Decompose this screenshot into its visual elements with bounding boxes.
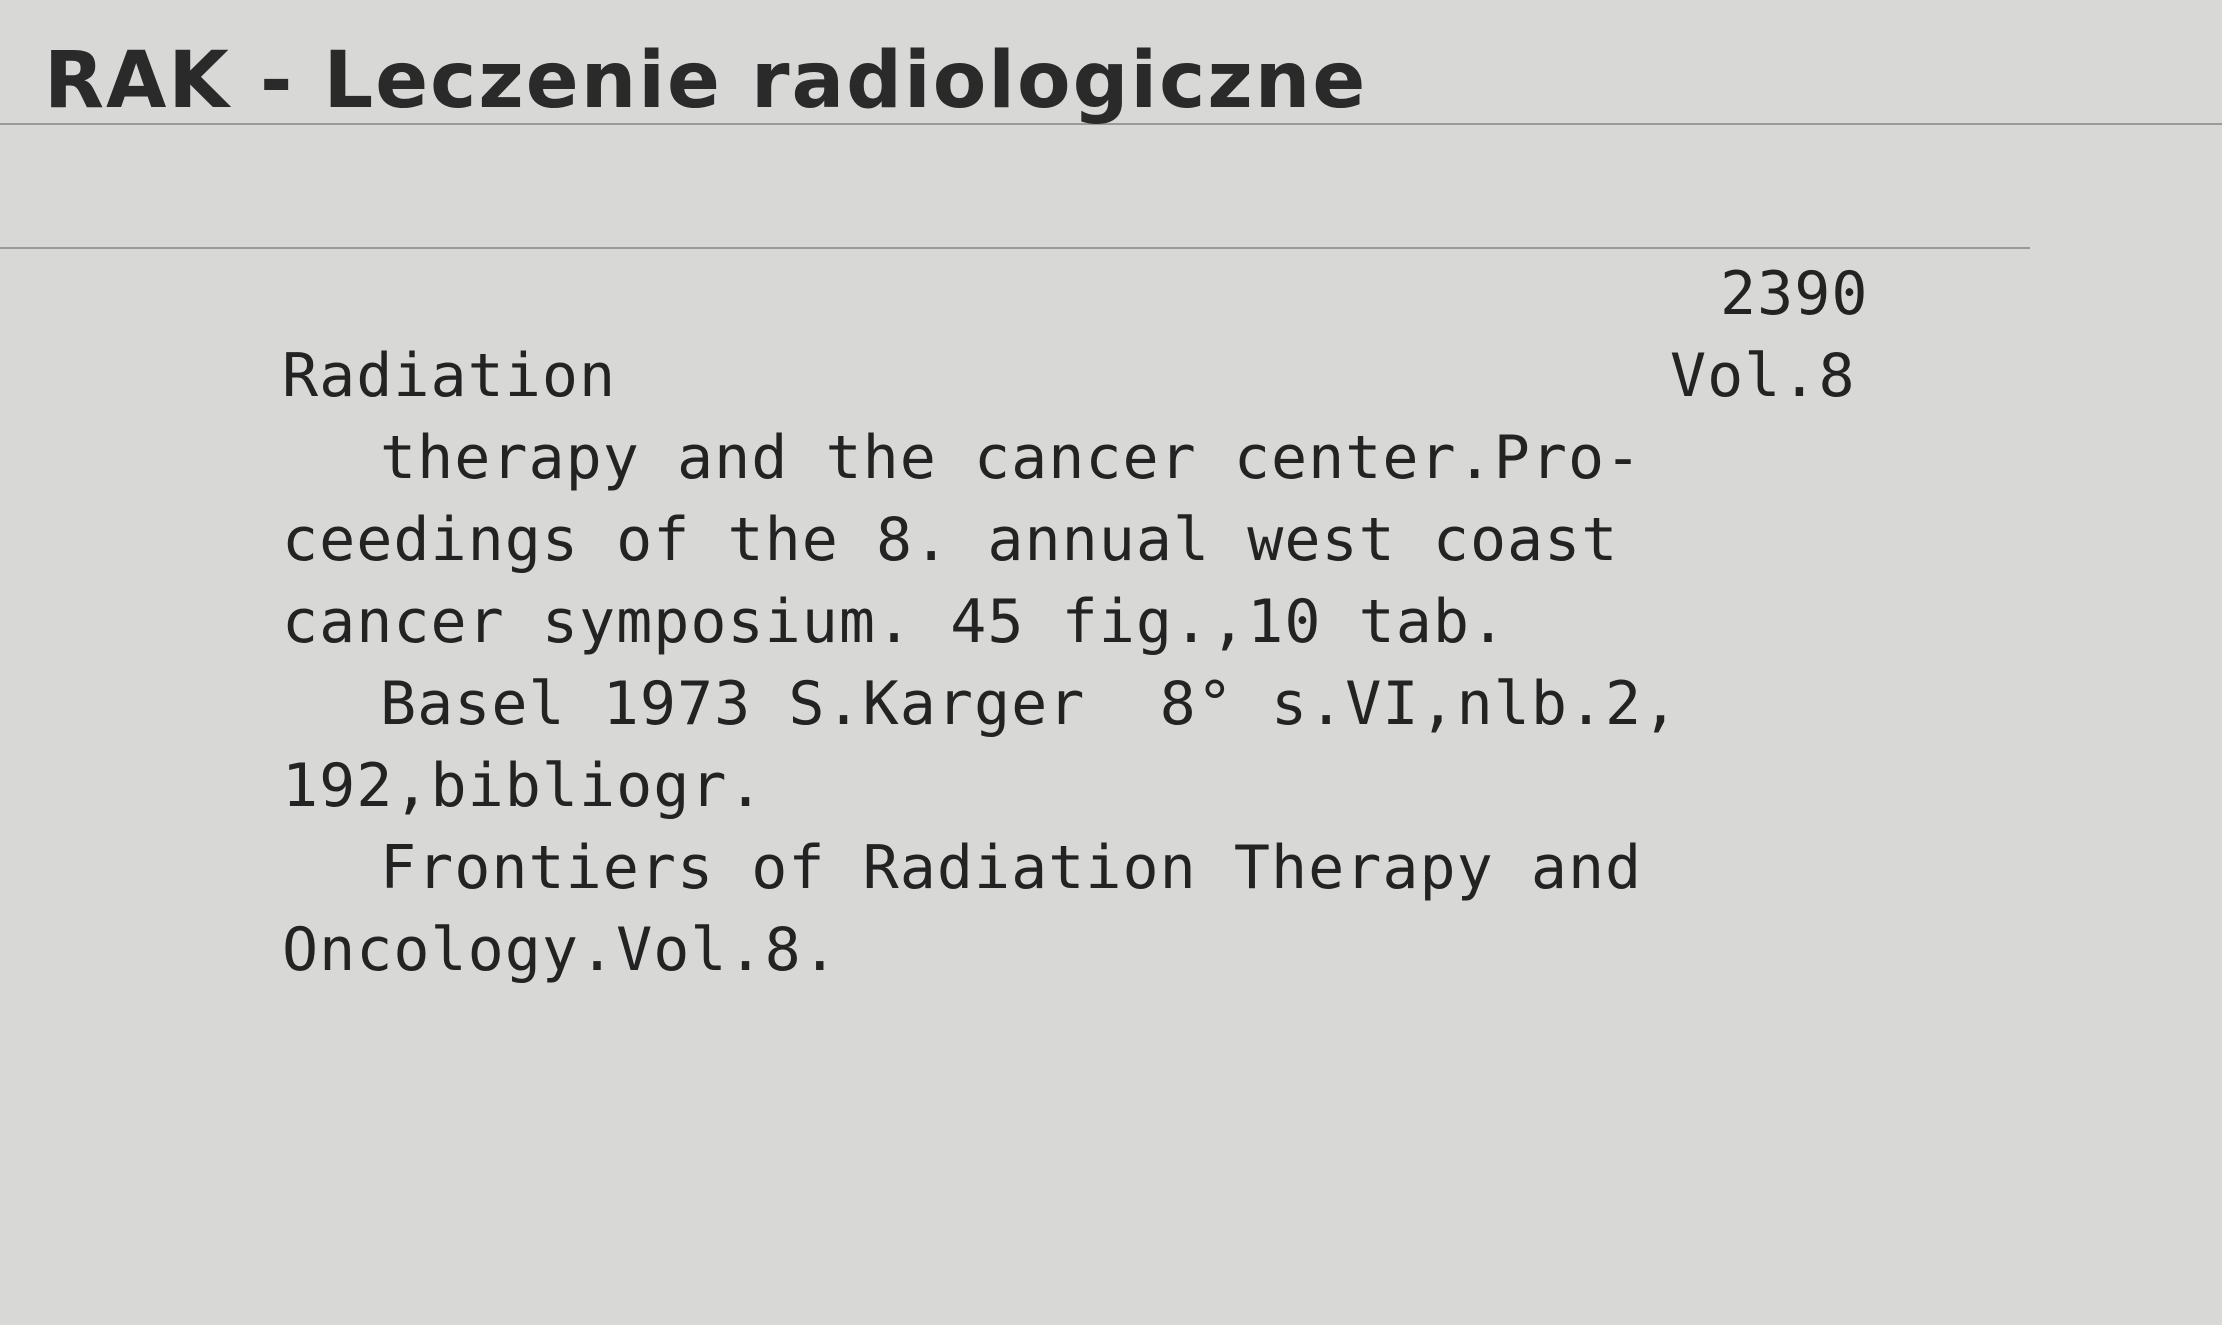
series-line: Oncology.Vol.8. — [282, 915, 839, 985]
volume-number: Vol.8 — [1670, 341, 1856, 411]
series-line: Frontiers of Radiation Therapy and — [380, 833, 1643, 903]
subject-heading: RAK - Leczenie radiologiczne — [44, 36, 1368, 126]
entry-line: ceedings of the 8. annual west coast — [282, 505, 1619, 575]
imprint-line: Basel 1973 S.Karger 8° s.VI,nlb.2, — [380, 669, 1680, 739]
second-ruled-line — [0, 247, 2030, 249]
entry-title: Radiation — [282, 341, 617, 411]
entry-line: cancer symposium. 45 fig.,10 tab. — [282, 587, 1508, 657]
imprint-line: 192,bibliogr. — [282, 751, 765, 821]
entry-line: therapy and the cancer center.Pro- — [380, 423, 1643, 493]
call-number: 2390 — [1720, 259, 1869, 329]
